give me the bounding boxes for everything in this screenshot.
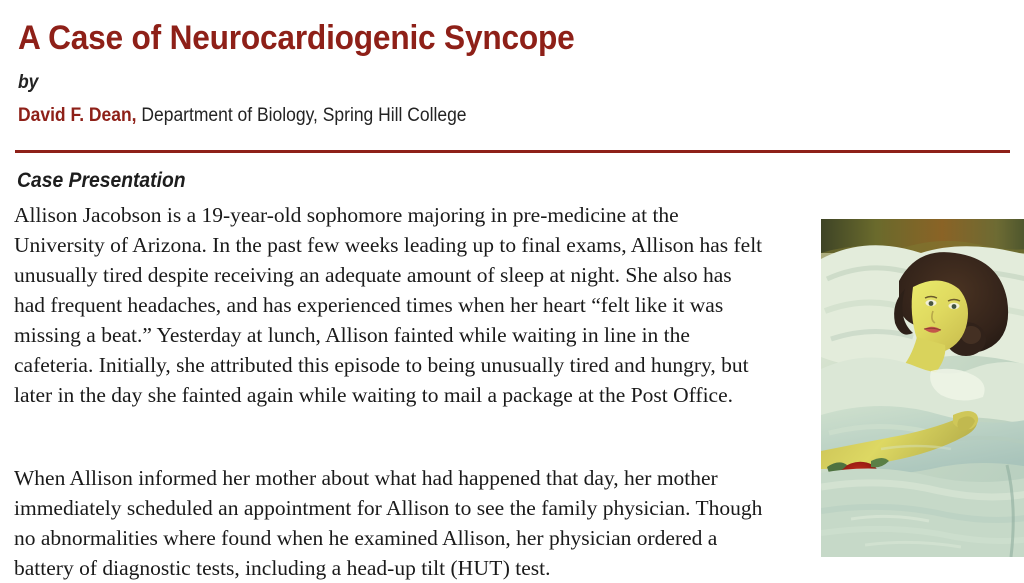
author-name: David F. Dean, [18, 105, 137, 126]
paragraph-2-prefix: When Allison informed her mother about what had happened that day, her mother immediately scheduled an appointment for Allison to see the family physician. Though no abnormalities where found when he examined Allison, her physician ordered a battery of diagnostic tests, including a head-up tilt ( [14, 466, 763, 580]
byline [18, 104, 467, 128]
reclining-woman-painting [821, 219, 1024, 557]
case-illustration-image [821, 219, 1024, 557]
header-divider [15, 150, 1010, 153]
section-heading-case-presentation: Case Presentation [17, 169, 186, 192]
page-title: A Case of Neurocardiogenic Syncope [18, 19, 575, 57]
byline-by-label: by [18, 72, 39, 93]
acronym-hut: HUT [457, 556, 503, 580]
author-affiliation: Department of Biology, Spring Hill College [136, 105, 467, 126]
paragraph-2-suffix: ) test. [502, 556, 551, 580]
body-paragraph-1: Allison Jacobson is a 19-year-old sophomore majoring in pre-medicine at the University of Arizona. In the past few weeks leading up to final exams, Allison has felt unusually tired despite receiving an adequate amount of sleep at night. She also has had frequent headaches, and has experienced times when her heart “felt like it was missing a beat.” Yesterday at lunch, Allison fainted while waiting in line in the cafeteria. Initially, she attributed this episode to being unusually tired and hungry, but later in the day she fainted again while waiting to mail a package at the Post Office. [14, 203, 763, 407]
body-paragraph-2 [14, 433, 766, 583]
body-text-column [14, 200, 766, 583]
